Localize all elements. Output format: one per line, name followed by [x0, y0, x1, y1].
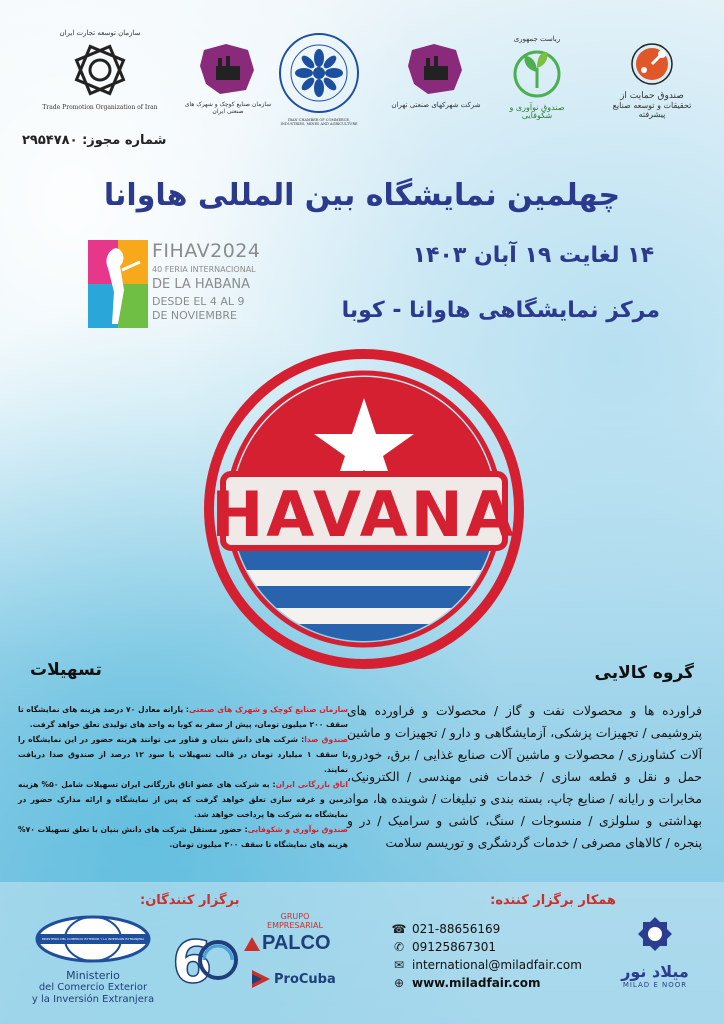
stamp-word: HAVANA [211, 478, 517, 551]
contact-email[interactable] [392, 958, 582, 972]
milad-star-icon [631, 910, 679, 958]
chamber-emblem-icon [278, 32, 360, 114]
facilities-heading: تسهیلات [30, 660, 102, 680]
page-title: چهلمین نمایشگاه بین المللی هاوانا [103, 178, 621, 213]
facility-label: صندوق نوآوری و شکوفایی [247, 825, 348, 834]
facility-item [18, 822, 348, 852]
ministerio-logo [28, 914, 158, 1006]
molecule-icon [628, 40, 676, 88]
procuba-arrow-icon [252, 970, 270, 988]
industrial-towns-caption: شرکت شهرکهای صنعتی تهران [391, 101, 481, 109]
innovation-fund-caption: صندوق نوآوری و شکوفایی [509, 102, 565, 121]
license-number: شماره مجوز: ۲۹۵۴۷۸۰ [22, 133, 167, 148]
havana-stamp [203, 348, 525, 670]
goods-list: فراورده ها و محصولات نفت و گاز / محصولات و فراورده های پتروشیمی / تجهیزات پزشکی، آزمایشگاهی و دارو / تجهیزات و ماشین آلات کشاورزی / محصولات و ماشین آلات صنایع غذایی / برق، خودرو، حمل و نقل و قطعه سازی / خدمات فنی مهندسی / الکترونیک، مخابرات و رایانه / صنایع چاپ، بسته بندی و تبلیغات / شوینده ها، مواد بهداشتی و سلولزی / منسوجات / سنگ، کاشی و سرامیک / در و پنجره / کالاهای مصرفی / خدمات گردشگری و توریسم سلامت [347, 704, 702, 850]
fihav-sub: 40 FERIA INTERNACIONAL [152, 265, 256, 274]
facility-text: : شرکت های دانش بنیان و فناور می توانند هزینه حضور در این نمایشگاه را تا سقف ۱ میلیارد تومان در قالب تسهیلات با سود ۱۲ درصد از صندوق صدا دریافت نمایند. [18, 735, 348, 774]
facility-item [18, 702, 348, 732]
chamber-logo [278, 32, 360, 126]
milad-noor-logo [610, 910, 700, 989]
milad-brand-fa: میلاد نور [621, 962, 689, 981]
palco-name: PALCO [262, 932, 331, 954]
mail-icon: ✉ [393, 958, 405, 972]
facility-text: : به شرکت های عضو اتاق بازرگانی ایران تسهیلات شامل ۵۰% هزینه زمین و غرفه سازی تعلق خواهد گرفت که پس از نمایشگاه و ارائه مدارک حضور در نمایشگاه به شرکت ها پرداخت خواهد شد. [18, 780, 348, 819]
support-fund-line1: صندوق حمایت از [620, 91, 684, 101]
trade-promotion-fa: سازمان توسعه تجارت ایران [59, 29, 141, 37]
small-industries-caption: سازمان صنایع کوچک و شهرک های صنعتی ایران [184, 101, 272, 115]
fihav-logo [88, 240, 261, 332]
innovation-fund-top: ریاست جمهوری [513, 35, 561, 43]
fihav-name: FIHAV2024 [152, 240, 261, 262]
phone-number: 021-88656169 [412, 922, 501, 936]
ministerio-line1: Ministerio [66, 969, 120, 982]
innovation-fund-logo [497, 36, 577, 121]
ministerio-line2: del Comercio Exterior [38, 982, 148, 993]
globe-icon: ⊕ [393, 976, 405, 990]
organizers-heading: برگزار کنندگان: [140, 893, 240, 908]
sprout-icon [511, 44, 563, 100]
contact-mobile[interactable] [392, 940, 496, 954]
ministerio-line3: y la Inversión Extranjera [31, 994, 155, 1005]
phone-icon: ☎ [391, 922, 407, 936]
chamber-caption: IRAN CHAMBER OF COMMERCE, INDUSTRIES, MINES AND AGRICULTURE [280, 118, 358, 126]
fihav-figure-icon [88, 240, 148, 328]
facilities-list [18, 702, 348, 852]
fihav-city: DE LA HABANA [152, 277, 251, 292]
star-pattern-icon [70, 40, 130, 100]
facility-label: صندوق صدا [304, 735, 348, 744]
sixty-icon [168, 916, 238, 996]
grupo-line1: GRUPO [280, 912, 310, 921]
svg-text:6: 6 [172, 928, 213, 996]
fihav-dates-line2: DE NOVIEMBRE [152, 309, 237, 322]
procuba-logo [252, 970, 336, 988]
website-url: www.miladfair.com [412, 976, 541, 990]
industrial-towns-logo [390, 40, 482, 110]
small-industries-logo [178, 40, 278, 115]
email-address: international@miladfair.com [412, 958, 582, 972]
sixty-anniversary-logo [168, 916, 238, 996]
goods-heading: گروه کالایی [594, 663, 694, 683]
support-fund-logo [602, 40, 702, 119]
contact-phone[interactable] [392, 922, 500, 936]
mobile-number: 09125867301 [412, 940, 496, 954]
palco-wordmark [244, 932, 332, 955]
contact-web[interactable] [392, 976, 541, 990]
palco-triangle-icon [244, 937, 260, 951]
ministerio-banner: MINISTERIO DEL COMERCIO EXTERIOR Y LA INVERSIÓN EXTRANJERA [41, 937, 145, 941]
facility-label: سازمان صنایع کوچک و شهرک های صنعتی [188, 705, 348, 714]
facility-text: : یارانه معادل ۷۰ درصد هزینه های نمایشگاه تا سقف ۲۰۰ میلیون تومان، پیش از سفر به کوبا به واحد های تولیدی تعلق خواهد گرفت. [18, 705, 348, 729]
fihav-dates-line1: DESDE EL 4 AL 9 [152, 295, 245, 308]
milad-brand-en: MILAD E NOOR [622, 981, 688, 989]
facility-label: اتاق بازرگانی ایران [275, 780, 348, 789]
grupo-line2: EMPRESARIAL [267, 921, 323, 930]
facility-item [18, 777, 348, 822]
facility-text: : حضور مستقل شرکت های دانش بنیان با تعلق تسهیلات ۷۰% هزینه های نمایشگاه تا سقف ۳۰۰ میلیون تومان. [18, 825, 348, 849]
palco-logo [244, 912, 332, 955]
trade-promotion-en: Trade Promotion Organization of Iran [42, 103, 158, 111]
exhibition-dates: ۱۴ لغایت ۱۹ آبان ۱۴۰۳ [412, 243, 654, 268]
facility-item [18, 732, 348, 777]
trade-promotion-logo [40, 30, 160, 111]
havana-stamp-graphic [203, 348, 525, 670]
mobile-icon: ✆ [393, 940, 405, 954]
iran-map-factory-icon [404, 40, 468, 98]
procuba-name: ProCuba [274, 971, 336, 987]
iran-map-factory-icon [196, 40, 260, 98]
support-fund-line2: تحقیقات و توسعه صنایع پیشرفته [612, 100, 692, 119]
coorganizer-heading: همکار برگزار کننده: [490, 893, 616, 908]
exhibition-venue: مرکز نمایشگاهی هاوانا - کوبا [341, 298, 660, 323]
